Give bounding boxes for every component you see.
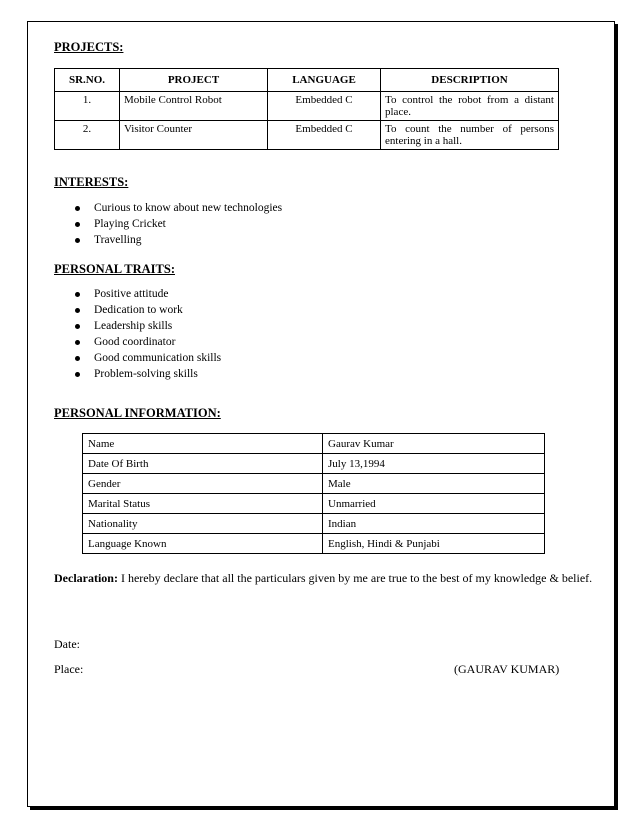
- projects-heading: PROJECTS:: [54, 40, 124, 54]
- table-row: [83, 494, 545, 514]
- info-label: Language Known: [83, 534, 323, 554]
- interests-heading: INTERESTS:: [54, 175, 129, 189]
- interests-list: [74, 200, 282, 248]
- cell-srno: 2.: [55, 121, 120, 150]
- list-item-text: Playing Cricket: [94, 218, 166, 230]
- table-row: [55, 121, 559, 150]
- projects-table: [54, 68, 559, 150]
- table-row: [55, 92, 559, 121]
- info-value: Gaurav Kumar: [323, 434, 545, 454]
- personal-info-heading: PERSONAL INFORMATION:: [54, 406, 221, 420]
- list-item: [74, 350, 221, 366]
- traits-heading: PERSONAL TRAITS:: [54, 262, 175, 276]
- cell-project: Visitor Counter: [120, 121, 268, 150]
- col-header-description: DESCRIPTION: [381, 69, 559, 92]
- table-row: [83, 534, 545, 554]
- signature-name: (GAURAV KUMAR): [454, 662, 560, 676]
- info-label: Marital Status: [83, 494, 323, 514]
- cell-description: To count the number of persons entering in a hall.: [381, 121, 559, 150]
- declaration-text: I hereby declare that all the particulars given by me are true to the best of my knowledge & belief.: [117, 571, 593, 585]
- info-value: Indian: [323, 514, 545, 534]
- declaration-label: Declaration:: [54, 571, 118, 585]
- list-item-text: Good communication skills: [94, 352, 222, 364]
- declaration: [54, 571, 614, 586]
- list-item: [74, 286, 221, 302]
- traits-list: [74, 286, 221, 382]
- bullet-icon: [75, 340, 80, 345]
- date-label: Date:: [54, 637, 80, 651]
- list-item-text: Curious to know about new technologies: [94, 202, 283, 214]
- bullet-icon: [75, 206, 80, 211]
- list-item: [74, 366, 221, 382]
- list-item: [74, 302, 221, 318]
- cell-project: Mobile Control Robot: [120, 92, 268, 121]
- bullet-icon: [75, 308, 80, 313]
- info-value: Unmarried: [323, 494, 545, 514]
- list-item: [74, 200, 282, 216]
- table-row: [83, 434, 545, 454]
- bullet-icon: [75, 292, 80, 297]
- bullet-icon: [75, 372, 80, 377]
- list-item-text: Good coordinator: [94, 336, 176, 348]
- cell-description: To control the robot from a distant place.: [381, 92, 559, 121]
- list-item-text: Travelling: [94, 234, 142, 246]
- table-row: [83, 474, 545, 494]
- personal-info-table: [82, 433, 545, 554]
- list-item: [74, 318, 221, 334]
- cell-language: Embedded C: [268, 92, 381, 121]
- list-item-text: Leadership skills: [94, 320, 173, 332]
- col-header-language: LANGUAGE: [268, 69, 381, 92]
- list-item-text: Dedication to work: [94, 304, 183, 316]
- list-item: [74, 334, 221, 350]
- info-value: Male: [323, 474, 545, 494]
- col-header-project: PROJECT: [120, 69, 268, 92]
- bullet-icon: [75, 238, 80, 243]
- list-item: [74, 232, 282, 248]
- bullet-icon: [75, 324, 80, 329]
- info-label: Date Of Birth: [83, 454, 323, 474]
- info-label: Nationality: [83, 514, 323, 534]
- info-label: Gender: [83, 474, 323, 494]
- cell-language: Embedded C: [268, 121, 381, 150]
- info-value: English, Hindi & Punjabi: [323, 534, 545, 554]
- cell-srno: 1.: [55, 92, 120, 121]
- col-header-srno: SR.NO.: [55, 69, 120, 92]
- info-label: Name: [83, 434, 323, 454]
- bullet-icon: [75, 222, 80, 227]
- list-item-text: Problem-solving skills: [94, 368, 198, 380]
- list-item-text: Positive attitude: [94, 288, 169, 300]
- info-value: July 13,1994: [323, 454, 545, 474]
- list-item: [74, 216, 282, 232]
- table-row: [83, 454, 545, 474]
- place-label: Place:: [54, 662, 84, 676]
- bullet-icon: [75, 356, 80, 361]
- table-row: [83, 514, 545, 534]
